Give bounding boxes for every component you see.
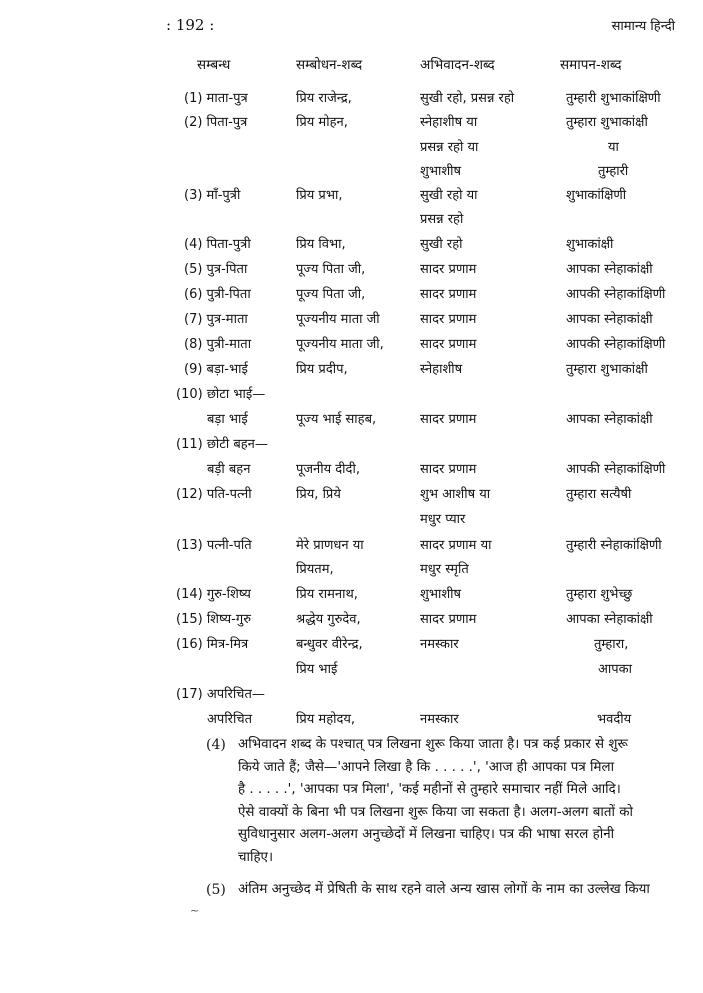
table-cell-greeting: स्नेहाशीष: [420, 362, 463, 377]
table-cell-closing: आपकी स्नेहाकांक्षिणी: [566, 287, 666, 302]
table-cell-relation: (16) मित्र-मित्र: [176, 637, 249, 652]
paragraph-number: (5): [206, 882, 226, 898]
table-cell-address: प्रिय विभा,: [296, 237, 346, 252]
column-header-relation: सम्बन्ध: [197, 57, 231, 73]
table-cell-greeting: शुभ आशीष या: [420, 487, 491, 502]
table-cell-greeting: नमस्कार: [420, 712, 459, 727]
table-cell-address: प्रिय मोहन,: [296, 115, 348, 130]
paragraph-line: सुविधानुसार अलग-अलग अनुच्छेदों में लिखना चाहिए। पत्र की भाषा सरल होनी: [238, 827, 615, 842]
table-cell-closing: तुम्हारी: [598, 164, 629, 179]
table-cell-address: पूज्य भाई साहब,: [296, 412, 377, 427]
table-cell-address: पूज्यनीय माता जी,: [296, 337, 384, 352]
paragraph-line: किये जाते हैं; जैसे—'आपने लिखा है कि . . . . .', 'आज ही आपका पत्र मिला: [238, 759, 615, 775]
table-cell-greeting: सादर प्रणाम: [420, 412, 477, 427]
table-cell-greeting: सादर प्रणाम: [420, 462, 477, 477]
table-cell-address: प्रिय राजेन्द्र,: [296, 91, 352, 106]
table-cell-relation: (3) माँ-पुत्री: [184, 188, 241, 203]
table-cell-relation: (13) पत्नी-पति: [176, 538, 252, 553]
table-cell-relation: (15) शिष्य-गुरु: [176, 612, 251, 627]
table-cell-closing: आपकी स्नेहाकांक्षिणी: [566, 462, 666, 477]
book-title: सामान्य हिन्दी: [611, 19, 675, 34]
table-cell-address: पूज्य पिता जी,: [296, 262, 366, 277]
column-header-address: सम्बोधन-शब्द: [296, 57, 363, 73]
table-cell-relation: (7) पुत्र-माता: [184, 312, 248, 327]
table-cell-relation: (2) पिता-पुत्र: [184, 115, 248, 130]
table-cell-address: मेरे प्राणधन या: [296, 538, 364, 553]
table-cell-closing: शुभाकांक्षी: [566, 237, 614, 252]
table-cell-address: प्रिय रामनाथ,: [296, 587, 358, 602]
column-header-greeting: अभिवादन-शब्द: [420, 57, 495, 73]
table-cell-greeting: सुखी रहो या: [420, 188, 478, 203]
table-cell-closing: आपका स्नेहाकांक्षी: [566, 312, 653, 327]
table-cell-greeting: सुखी रहो: [420, 237, 463, 252]
table-cell-relation: (9) बड़ा-भाई: [184, 362, 248, 377]
table-cell-address: पूजनीय दीदी,: [296, 462, 360, 477]
table-cell-address: श्रद्धेय गुरुदेव,: [296, 612, 361, 627]
table-cell-closing: तुम्हारा शुभाकांक्षी: [566, 362, 648, 377]
table-cell-closing: तुम्हारी स्नेहाकांक्षिणी: [566, 538, 662, 553]
table-cell-greeting: शुभाशीष: [420, 587, 462, 602]
table-cell-address: प्रिय भाई: [296, 662, 338, 677]
table-cell-address: प्रियतम,: [296, 562, 334, 577]
paragraph-line: है . . . . .', 'आपका पत्र मिला', 'कई महीनों से तुम्हारे समाचार नहीं मिले आदि।: [238, 782, 621, 797]
table-cell-closing: आपका: [598, 662, 633, 677]
table-cell-relation: अपरिचित: [207, 712, 253, 727]
table-cell-address: प्रिय, प्रिये: [296, 487, 341, 502]
table-cell-closing: तुम्हारी शुभाकांक्षिणी: [566, 91, 661, 106]
table-cell-greeting: सादर प्रणाम: [420, 337, 477, 352]
table-cell-address: प्रिय प्रदीप,: [296, 362, 348, 377]
table-cell-closing: आपकी स्नेहाकांक्षिणी: [566, 337, 666, 352]
table-cell-address: पूज्यनीय माता जी: [296, 312, 380, 327]
paragraph-line: अभिवादन शब्द के पश्चात् पत्र लिखना शुरू किया जाता है। पत्र कई प्रकार से शुरू: [238, 737, 628, 752]
page-number: : 192 :: [166, 16, 215, 34]
table-cell-relation: (4) पिता-पुत्री: [184, 237, 251, 252]
table-cell-relation: (11) छोटी बहन—: [176, 437, 268, 452]
table-cell-relation: (17) अपरिचित—: [176, 687, 265, 702]
table-cell-greeting: सादर प्रणाम: [420, 262, 477, 277]
table-cell-closing: शुभाकांक्षिणी: [566, 188, 627, 203]
scan-mark: ~: [190, 904, 200, 917]
table-cell-greeting: सादर प्रणाम या: [420, 538, 492, 553]
column-header-closing: समापन-शब्द: [560, 57, 622, 73]
table-cell-relation: (5) पुत्र-पिता: [184, 262, 248, 277]
table-cell-closing: तुम्हारा शुभेच्छु: [566, 587, 633, 602]
paragraph-number: (4): [206, 737, 226, 753]
table-cell-greeting: नमस्कार: [420, 637, 459, 652]
table-cell-relation: (1) माता-पुत्र: [184, 91, 248, 106]
table-cell-closing: आपका स्नेहाकांक्षी: [566, 412, 653, 427]
table-cell-greeting: प्रसन्न रहो या: [420, 140, 479, 155]
paragraph-4: [206, 734, 686, 874]
table-cell-closing: भवदीय: [597, 712, 632, 727]
table-cell-closing: तुम्हारा सत्यैषी: [566, 487, 632, 502]
table-cell-greeting: मधुर प्यार: [420, 512, 466, 527]
table-cell-greeting: सादर प्रणाम: [420, 612, 477, 627]
paragraph-line: अंतिम अनुच्छेद में प्रेषिती के साथ रहने वाले अन्य खास लोगों के नाम का उल्लेख किया: [238, 882, 650, 897]
table-cell-relation: (14) गुरु-शिष्य: [176, 587, 251, 602]
table-cell-relation: बड़ी बहन: [207, 462, 251, 477]
table-cell-closing: आपका स्नेहाकांक्षी: [566, 612, 653, 627]
table-cell-relation: बड़ा भाई: [207, 412, 248, 427]
table-cell-address: बन्धुवर वीरेन्द्र,: [296, 637, 363, 652]
table-cell-relation: (10) छोटा भाई—: [176, 387, 266, 402]
table-cell-greeting: प्रसन्न रहो: [420, 212, 464, 227]
paragraph-5: [206, 879, 686, 909]
table-cell-closing: या: [608, 140, 619, 155]
table-cell-address: प्रिय महोदय,: [296, 712, 356, 727]
table-cell-greeting: शुभाशीष: [420, 164, 462, 179]
paragraph-line: ऐसे वाक्यों के बिना भी पत्र लिखना शुरू किया जा सकता है। अलग-अलग बातों को: [238, 804, 633, 820]
paragraph-line: चाहिए।: [238, 849, 274, 865]
table-cell-closing: तुम्हारा शुभाकांक्षी: [566, 115, 648, 130]
table-cell-greeting: सादर प्रणाम: [420, 287, 477, 302]
table-cell-relation: (6) पुत्री-पिता: [184, 287, 251, 302]
table-cell-greeting: सादर प्रणाम: [420, 312, 477, 327]
table-cell-address: पूज्य पिता जी,: [296, 287, 366, 302]
table-cell-closing: तुम्हारा,: [594, 637, 629, 652]
table-cell-greeting: सुखी रहो, प्रसन्न रहो: [420, 91, 515, 106]
table-cell-relation: (8) पुत्री-माता: [184, 337, 252, 352]
table-cell-greeting: मधुर स्मृति: [420, 562, 469, 577]
table-cell-greeting: स्नेहाशीष या: [420, 115, 478, 130]
table-cell-address: प्रिय प्रभा,: [296, 188, 343, 203]
table-cell-closing: आपका स्नेहाकांक्षी: [566, 262, 653, 277]
table-cell-relation: (12) पति-पत्नी: [176, 487, 252, 502]
